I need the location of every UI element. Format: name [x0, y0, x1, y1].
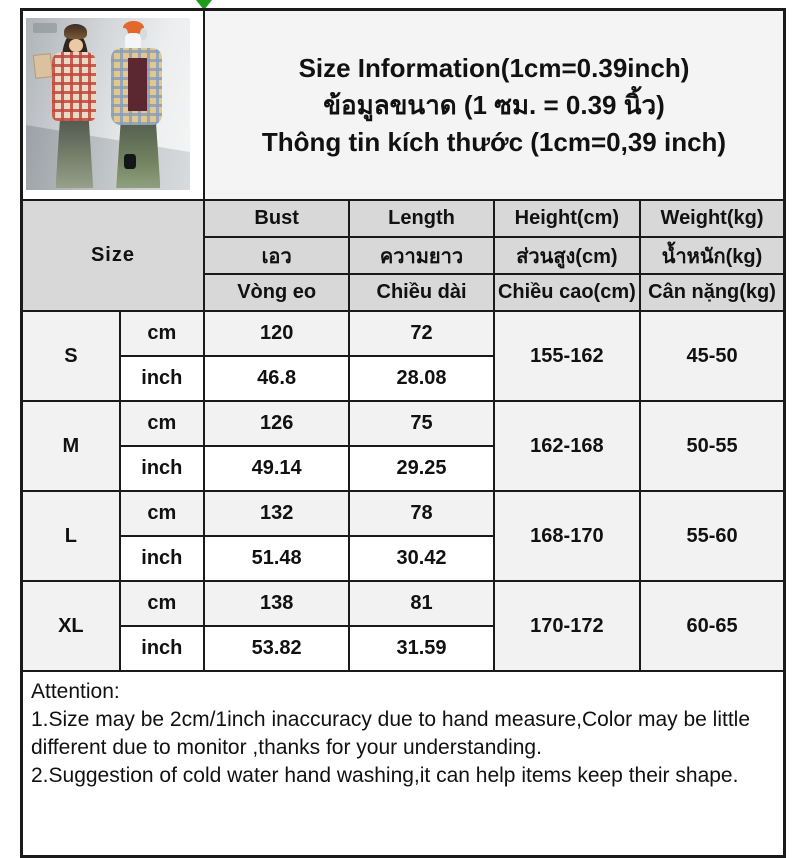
row-m-cm: [22, 401, 785, 446]
cell-m-cm-bust: 126: [204, 401, 349, 446]
cell-s-cm-bust: 120: [204, 311, 349, 356]
header-weight-en: Weight(kg): [640, 200, 784, 237]
size-chart-table: [20, 8, 786, 858]
cell-xl-height: 170-172: [494, 581, 640, 671]
size-label-m: M: [22, 401, 120, 491]
cell-l-cm-bust: 132: [204, 491, 349, 536]
model-left-cap: [64, 24, 87, 39]
title-thai: ข้อมูลขนาด (1 ซม. = 0.39 นิ้ว): [323, 89, 665, 120]
unit-cm: cm: [120, 401, 204, 446]
top-row: [22, 10, 785, 201]
size-corner-label: Size: [22, 200, 204, 311]
cell-s-weight: 45-50: [640, 311, 784, 401]
title-english: Size Information(1cm=0.39inch): [298, 52, 690, 83]
attention-note-1: 1.Size may be 2cm/1inch inaccuracy due to hand measure,Color may be little different due to monitor ,thanks for your understanding.: [31, 708, 751, 759]
cell-xl-cm-bust: 138: [204, 581, 349, 626]
product-photo-cell: [22, 10, 204, 201]
header-height-th: ส่วนสูง(cm): [494, 237, 640, 274]
size-label-xl: XL: [22, 581, 120, 671]
model-right-jeans: [116, 123, 160, 188]
model-right-headphone-right: [140, 28, 147, 40]
header-weight-th: น้ำหนัก(kg): [640, 237, 784, 274]
cell-xl-inch-bust: 53.82: [204, 626, 349, 671]
header-height-en: Height(cm): [494, 200, 640, 237]
header-length-en: Length: [349, 200, 493, 237]
header-weight-vi: Cân nặng(kg): [640, 274, 784, 311]
header-length-vi: Chiều dài: [349, 274, 493, 311]
cell-s-height: 155-162: [494, 311, 640, 401]
cell-m-inch-bust: 49.14: [204, 446, 349, 491]
model-left-face: [69, 39, 83, 53]
title-vietnamese: Thông tin kích thước (1cm=0,39 inch): [261, 126, 727, 157]
row-xl-cm: [22, 581, 785, 626]
cell-xl-weight: 60-65: [640, 581, 784, 671]
photo-watermark-badge: [33, 23, 58, 33]
model-left-paper-bag: [33, 53, 54, 79]
unit-cm: cm: [120, 491, 204, 536]
attention-cell: [22, 671, 785, 857]
cell-s-inch-bust: 46.8: [204, 356, 349, 401]
unit-cm: cm: [120, 581, 204, 626]
header-height-vi: Chiều cao(cm): [494, 274, 640, 311]
model-left-jeans: [56, 118, 94, 189]
cell-m-height: 162-168: [494, 401, 640, 491]
attention-row: [22, 671, 785, 857]
attention-heading: Attention:: [31, 680, 120, 703]
unit-cm: cm: [120, 311, 204, 356]
unit-inch: inch: [120, 356, 204, 401]
cell-s-cm-length: 72: [349, 311, 493, 356]
cell-l-inch-length: 30.42: [349, 536, 493, 581]
header-bust-vi: Vòng eo: [204, 274, 349, 311]
cell-xl-cm-length: 81: [349, 581, 493, 626]
size-label-s: S: [22, 311, 120, 401]
photo-ground: [26, 111, 190, 190]
row-l-cm: [22, 491, 785, 536]
unit-inch: inch: [120, 446, 204, 491]
cell-s-inch-length: 28.08: [349, 356, 493, 401]
row-s-cm: [22, 311, 785, 356]
unit-inch: inch: [120, 536, 204, 581]
model-left-red-plaid-shirt: [52, 52, 96, 121]
cell-l-inch-bust: 51.48: [204, 536, 349, 581]
title-cell: [204, 10, 785, 201]
cell-l-height: 168-170: [494, 491, 640, 581]
model-right-inner-tee: [128, 58, 148, 111]
cell-m-inch-length: 29.25: [349, 446, 493, 491]
header-row-en: [22, 200, 785, 237]
cell-xl-inch-length: 31.59: [349, 626, 493, 671]
size-chart-sheet: [20, 8, 786, 858]
cell-m-cm-length: 75: [349, 401, 493, 446]
header-bust-en: Bust: [204, 200, 349, 237]
cell-m-weight: 50-55: [640, 401, 784, 491]
header-bust-th: เอว: [204, 237, 349, 274]
cell-l-weight: 55-60: [640, 491, 784, 581]
product-photo: [26, 18, 190, 190]
model-right-handbag: [124, 154, 135, 169]
unit-inch: inch: [120, 626, 204, 671]
attention-note-2: 2.Suggestion of cold water hand washing,it can help items keep their shape.: [31, 764, 739, 787]
header-length-th: ความยาว: [349, 237, 493, 274]
size-label-l: L: [22, 491, 120, 581]
cell-l-cm-length: 78: [349, 491, 493, 536]
